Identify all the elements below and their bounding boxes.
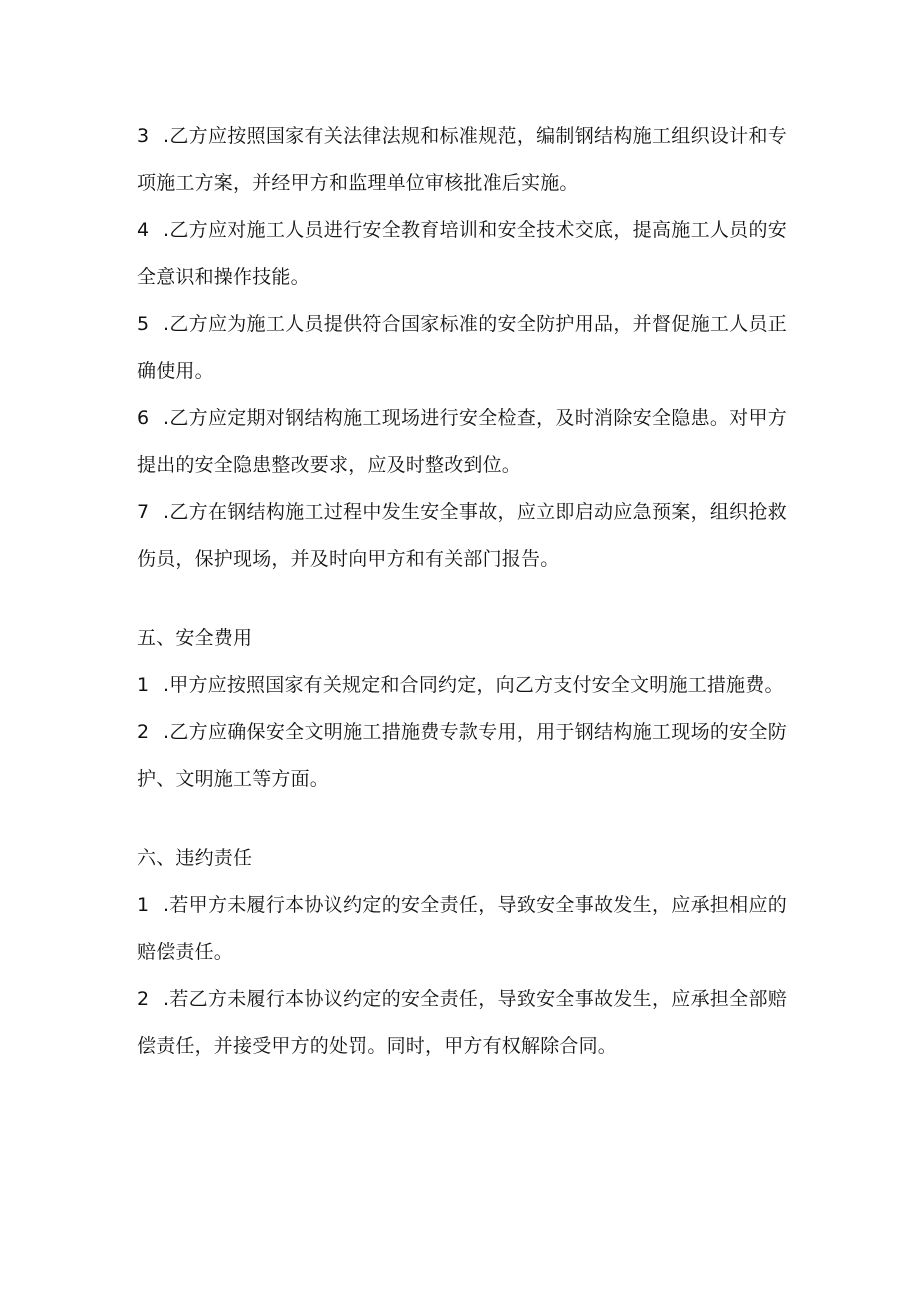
clause-6-1 (137, 882, 787, 976)
clause-5-2 (137, 709, 787, 803)
clause-text: .甲方应按照国家有关规定和合同约定，向乙方支付安全文明施工措施费。 (163, 674, 784, 696)
clause-4-7 (137, 489, 787, 583)
section-heading-breach-liability: 六、违约责任 (137, 847, 253, 869)
clause-number: 4 (137, 219, 150, 241)
clause-5-1 (137, 662, 787, 709)
clause-4-3 (137, 113, 787, 207)
clause-number: 2 (137, 721, 150, 743)
clause-text: .若乙方未履行本协议约定的安全责任，导致安全事故发生，应承担全部赔偿责任，并接受甲方的处罚。同时，甲方有权解除合同。 (137, 988, 787, 1057)
clause-number: 5 (137, 313, 150, 335)
clause-4-6 (137, 395, 787, 489)
clause-4-5 (137, 301, 787, 395)
clause-text: .若甲方未履行本协议约定的安全责任，导致安全事故发生，应承担相应的赔偿责任。 (137, 894, 787, 963)
clause-text: .乙方应确保安全文明施工措施费专款专用，用于钢结构施工现场的安全防护、文明施工等方面。 (137, 721, 787, 790)
clause-text: .乙方在钢结构施工过程中发生安全事故，应立即启动应急预案，组织抢救伤员，保护现场，并及时向甲方和有关部门报告。 (137, 501, 787, 570)
clause-4-4 (137, 207, 787, 301)
clause-text: .乙方应按照国家有关法律法规和标准规范，编制钢结构施工组织设计和专项施工方案，并经甲方和监理单位审核批准后实施。 (137, 125, 787, 194)
clause-number: 7 (137, 501, 150, 523)
clause-6-2 (137, 976, 787, 1070)
clause-number: 1 (137, 894, 150, 916)
section-heading-safety-costs: 五、安全费用 (137, 627, 253, 649)
clause-text: .乙方应定期对钢结构施工现场进行安全检查，及时消除安全隐患。对甲方提出的安全隐患整改要求，应及时整改到位。 (137, 407, 787, 476)
clause-number: 1 (137, 674, 150, 696)
clause-text: .乙方应对施工人员进行安全教育培训和安全技术交底，提高施工人员的安全意识和操作技能。 (137, 219, 787, 288)
document-body (137, 113, 787, 1070)
clause-text: .乙方应为施工人员提供符合国家标准的安全防护用品，并督促施工人员正确使用。 (137, 313, 787, 382)
clause-number: 3 (137, 125, 150, 147)
clause-number: 2 (137, 988, 150, 1010)
clause-number: 6 (137, 407, 150, 429)
